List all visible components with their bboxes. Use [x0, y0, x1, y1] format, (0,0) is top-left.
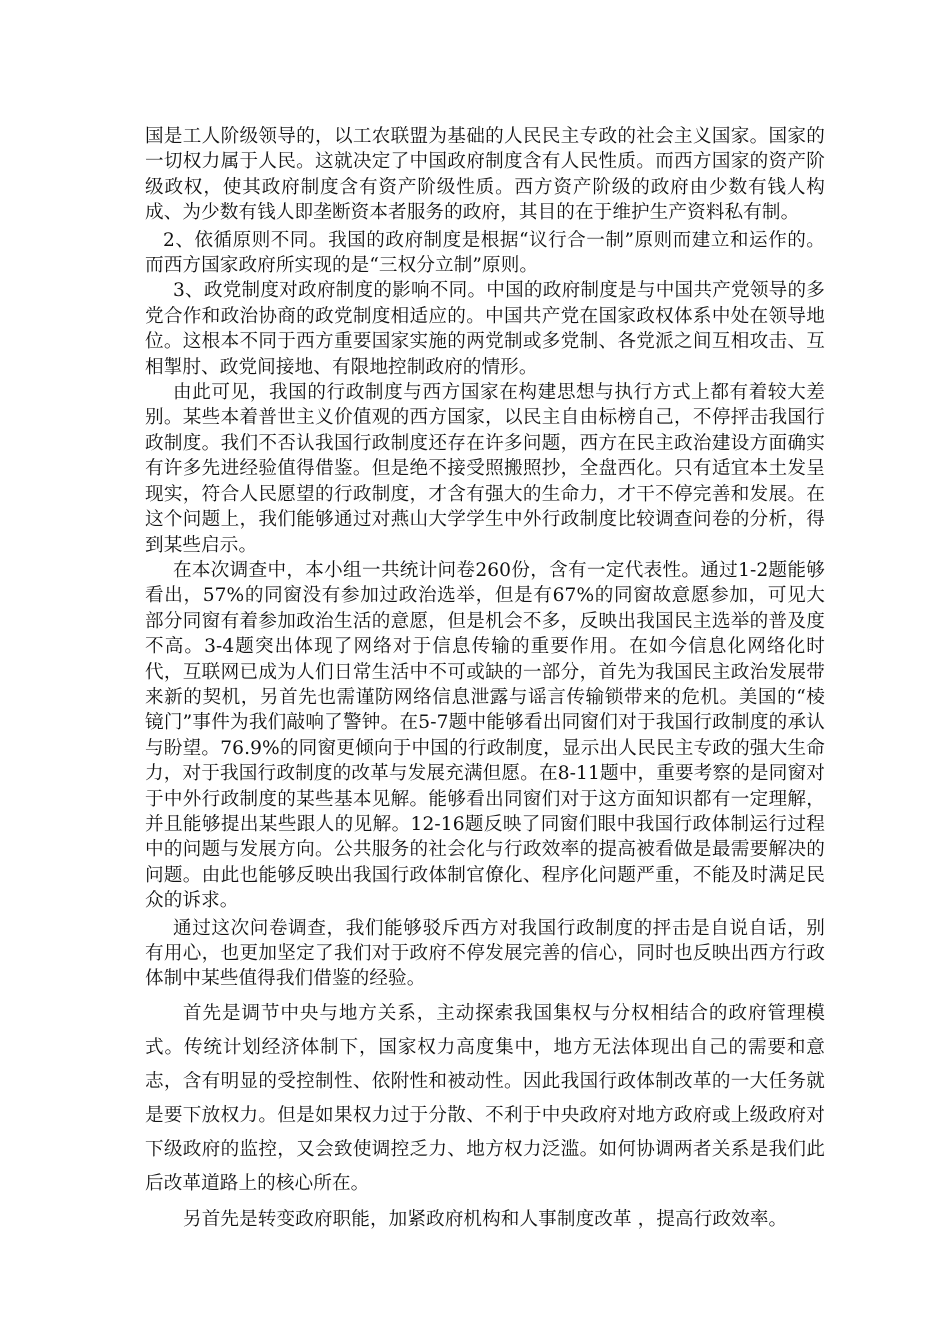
paragraph-4: 由此可见，我国的行政制度与西方国家在构建思想与执行方式上都有着较大差别。某些本着普世主义价值观的西方国家，以民主自由标榜自己，不停抨击我国行政制度。我们不否认我国行政制度还存在许多问题，西方在民主政治建设方面确实有许多先进经验值得借鉴。但是绝不接受照搬照抄，全盘西化。只有适宜本土发呈现实，符合人民愿望的行政制度，才含有强大的生命力，才干不停完善和发展。在这个问题上，我们能够通过对燕山大学学生中外行政制度比较调查问卷的分析，得到某些启示。	[145, 382, 825, 556]
document-body	[145, 124, 825, 1237]
paragraph-7: 首先是调节中央与地方关系，主动探索我国集权与分权相结合的政府管理模式。传统计划经济体制下，国家权力高度集中，地方无法体现出自己的需要和意志，含有明显的受控制性、依附性和被动性。因此我国行政体制改革的一大任务就是要下放权力。但是如果权力过于分散、不利于中央政府对地方政府或上级政府对下级政府的监控，又会致使调控乏力、地方权力泛滥。如何协调两者关系是我们此后改革道路上的核心所在。	[145, 1002, 825, 1194]
paragraph-5: 在本次调查中，本小组一共统计问卷260份，含有一定代表性。通过1-2题能够看出，57%的同窗没有参加过政治选举，但是有67%的同窗故意愿参加，可见大部分同窗有着参加政治生活的意愿，但是机会不多，反映出我国民主选举的普及度不高。3-4题突出体现了网络对于信息传输的重要作用。在如今信息化网络化时代，互联网已成为人们日常生活中不可或缺的一部分，首先为我国民主政治发展带来新的契机，另首先也需谨防网络信息泄露与谣言传输锁带来的危机。美国的“棱镜门”事件为我们敲响了警钟。在5-7题中能够看出同窗们对于我国行政制度的承认与盼望。76.9%的同窗更倾向于中国的行政制度，显示出人民民主专政的强大生命力，对于我国行政制度的改革与发展充满但愿。在8-11题中，重要考察的是同窗对于中外行政制度的某些基本见解。能够看出同窗们对于这方面知识都有一定理解，并且能够提出某些跟人的见解。12-16题反映了同窗们眼中我国行政体制运行过程中的问题与发展方向。公共服务的社会化与行政效率的提高被看做是最需要解决的问题。由此也能够反映出我国行政体制官僚化、程序化问题严重，不能及时满足民众的诉求。	[145, 559, 825, 912]
paragraph-2: 2、依循原则不同。我国的政府制度是根据“议行合一制”原则而建立和运作的。而西方国家政府所实现的是“三权分立制”原则。	[145, 229, 825, 277]
paragraph-8: 另首先是转变政府职能，加紧政府机构和人事制度改革 ，提高行政效率。	[183, 1208, 788, 1230]
paragraph-6: 通过这次问卷调查，我们能够驳斥西方对我国行政制度的抨击是自说自话，别有用心，也更加坚定了我们对于政府不停发展完善的信心，同时也反映出西方行政体制中某些值得我们借鉴的经验。	[145, 917, 825, 990]
paragraph-3: 3、政党制度对政府制度的影响不同。中国的政府制度是与中国共产党领导的多党合作和政治协商的政党制度相适应的。中国共产党在国家政权体系中处在领导地位。这根本不同于西方重要国家实施的两党制或多党制、各党派之间互相攻击、互相掣肘、政党间接地、有限地控制政府的情形。	[145, 280, 825, 378]
paragraph-1: 国是工人阶级领导的，以工农联盟为基础的人民民主专政的社会主义国家。国家的一切权力属于人民。这就决定了中国政府制度含有人民性质。而西方国家的资产阶级政权，使其政府制度含有资产阶级性质。西方资产阶级的政府由少数有钱人构成、为少数有钱人即垄断资本者服务的政府，其目的在于维护生产资料私有制。	[145, 126, 825, 224]
